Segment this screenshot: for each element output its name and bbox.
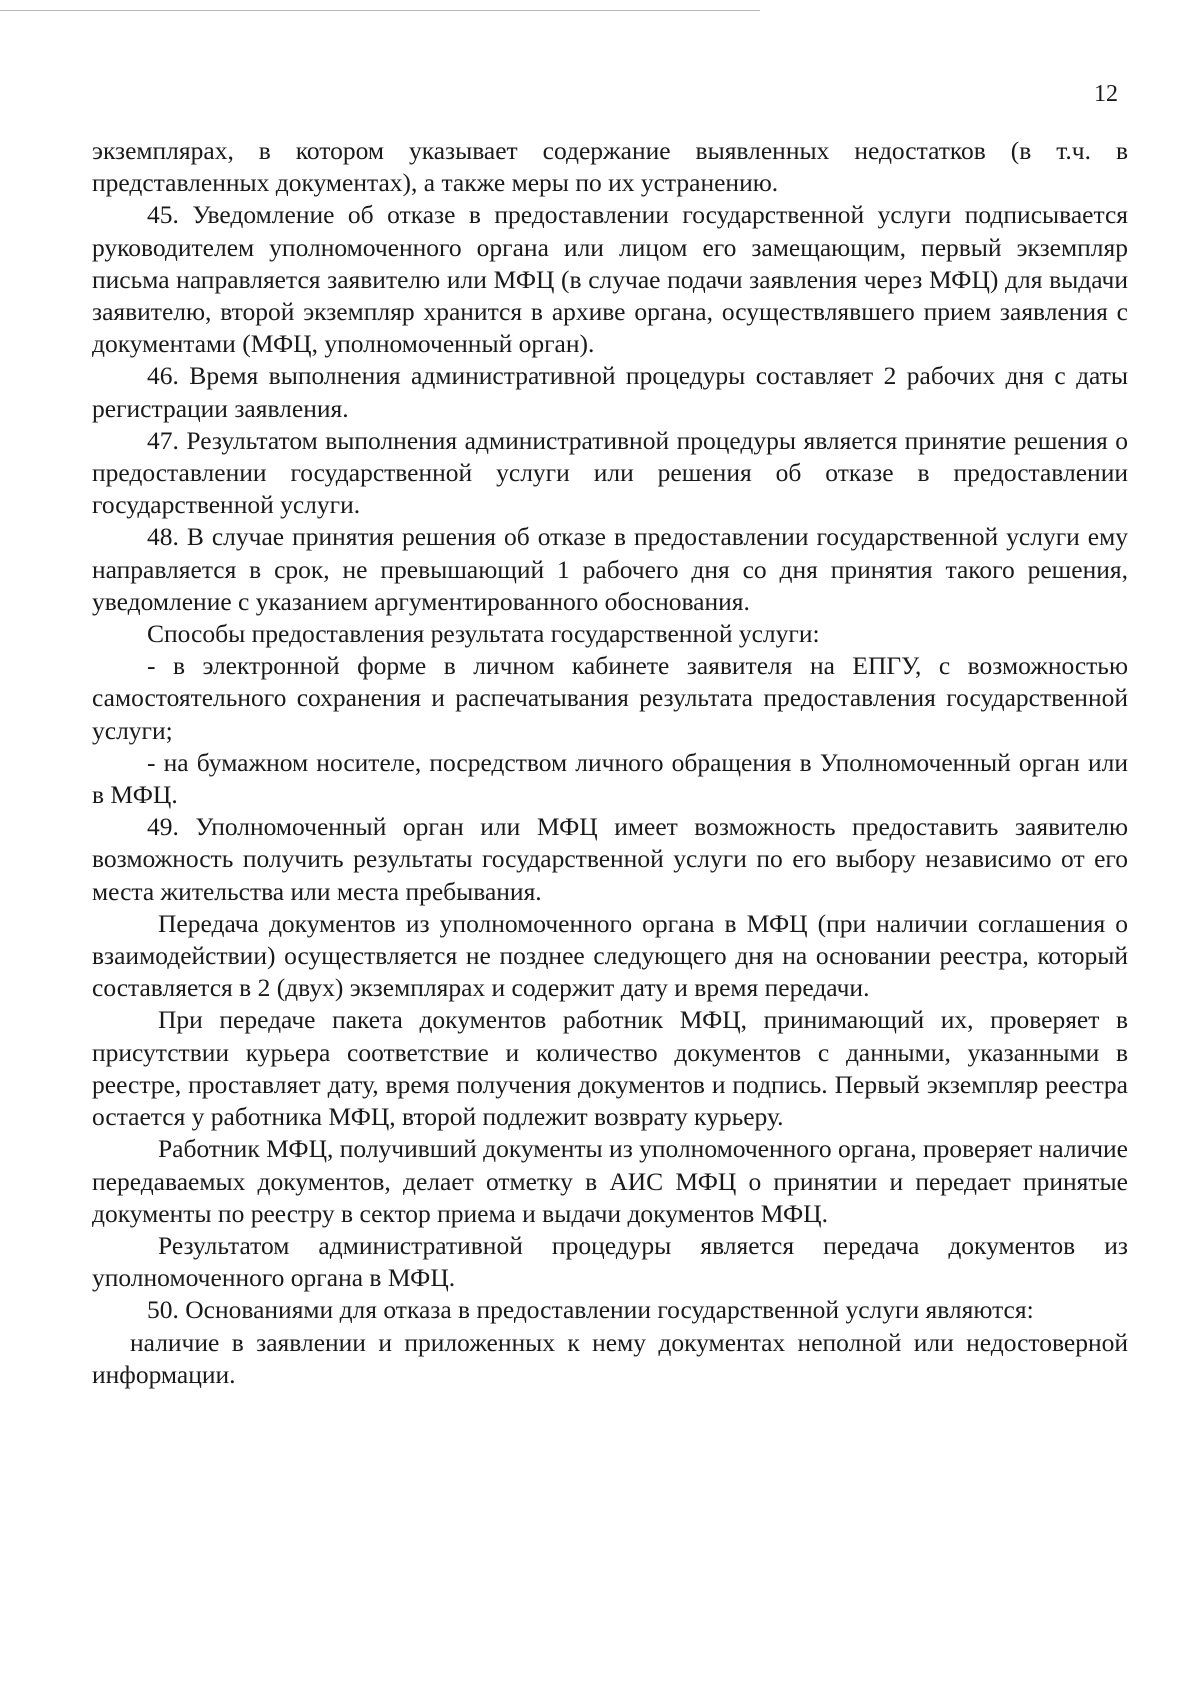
scan-edge-line — [0, 10, 760, 11]
paragraph-result-methods: Способы предоставления результата государственной услуги: — [147, 619, 820, 649]
paragraph-procedure-result: Результатом административной процедуры является передача документов из уполномоченного органа в МФЦ. — [92, 1230, 1128, 1293]
document-body — [92, 135, 1128, 1391]
paragraph-electronic-form: - в электронной форме в личном кабинете заявителя на ЕПГУ, с возможностью самостоятельного сохранения и распечатывания результата предоставления государственной услуги; — [92, 651, 1128, 745]
paragraph-document-transfer: Передача документов из уполномоченного органа в МФЦ (при наличии соглашения о взаимодействии) осуществляется не позднее следующего дня на основании реестра, который составляется в 2 (двух) экземплярах и содержит дату и время передачи. — [92, 908, 1128, 1003]
paragraph-paper-form: - на бумажном носителе, посредством личного обращения в Уполномоченный орган или в МФЦ. — [92, 747, 1128, 810]
paragraph-47: 47. Результатом выполнения административной процедуры является принятие решения о предоставлении государственной услуги или решения об отказе в предоставлении государственной услуги. — [92, 425, 1128, 520]
paragraph-49: 49. Уполномоченный орган или МФЦ имеет возможность предоставить заявителю возможность получить результаты государственной услуги по его выбору независимо от его места жительства или места пребывания. — [92, 812, 1128, 906]
paragraph-continuation: экземплярах, в котором указывает содержание выявленных недостатков (в т.ч. в представленных документах), а также меры по их устранению. — [92, 136, 1128, 198]
paragraph-mfc-worker: Работник МФЦ, получивший документы из уполномоченного органа, проверяет наличие передаваемых документов, делает отметку в АИС МФЦ о принятии и передает принятые документы по реестру в сектор приема и выдачи документов МФЦ. — [92, 1134, 1128, 1228]
paragraph-48: 48. В случае принятия решения об отказе в предоставлении государственной услуги ему направляется в срок, не превышающий 1 рабочего дня со дня принятия такого решения, уведомление с указанием аргументированного обоснования. — [92, 522, 1128, 616]
paragraph-46: 46. Время выполнения административной процедуры составляет 2 рабочих дня с даты регистрации заявления. — [92, 361, 1128, 423]
paragraph-50: 50. Основаниями для отказа в предоставлении государственной услуги являются: — [147, 1295, 1034, 1325]
paragraph-45: 45. Уведомление об отказе в предоставлении государственной услуги подписывается руководителем уполномоченного органа или лицом его замещающим, первый экземпляр письма направляется заявителю или МФЦ (в случае подачи заявления через МФЦ) для выдачи заявителю, второй экземпляр хранится в архиве органа, осуществлявшего прием заявления с документами (МФЦ, уполномоченный орган). — [92, 200, 1128, 359]
paragraph-refusal-ground: наличие в заявлении и приложенных к нему документах неполной или недостоверной информации. — [92, 1327, 1128, 1389]
page-number: 12 — [1094, 81, 1118, 107]
paragraph-package-check: При передаче пакета документов работник МФЦ, принимающий их, проверяет в присутствии курьера соответствие и количество документов с данными, указанными в реестре, проставляет дату, время получения документов и подпись. Первый экземпляр реестра остается у работника МФЦ, второй подлежит возврату курьеру. — [92, 1005, 1128, 1132]
